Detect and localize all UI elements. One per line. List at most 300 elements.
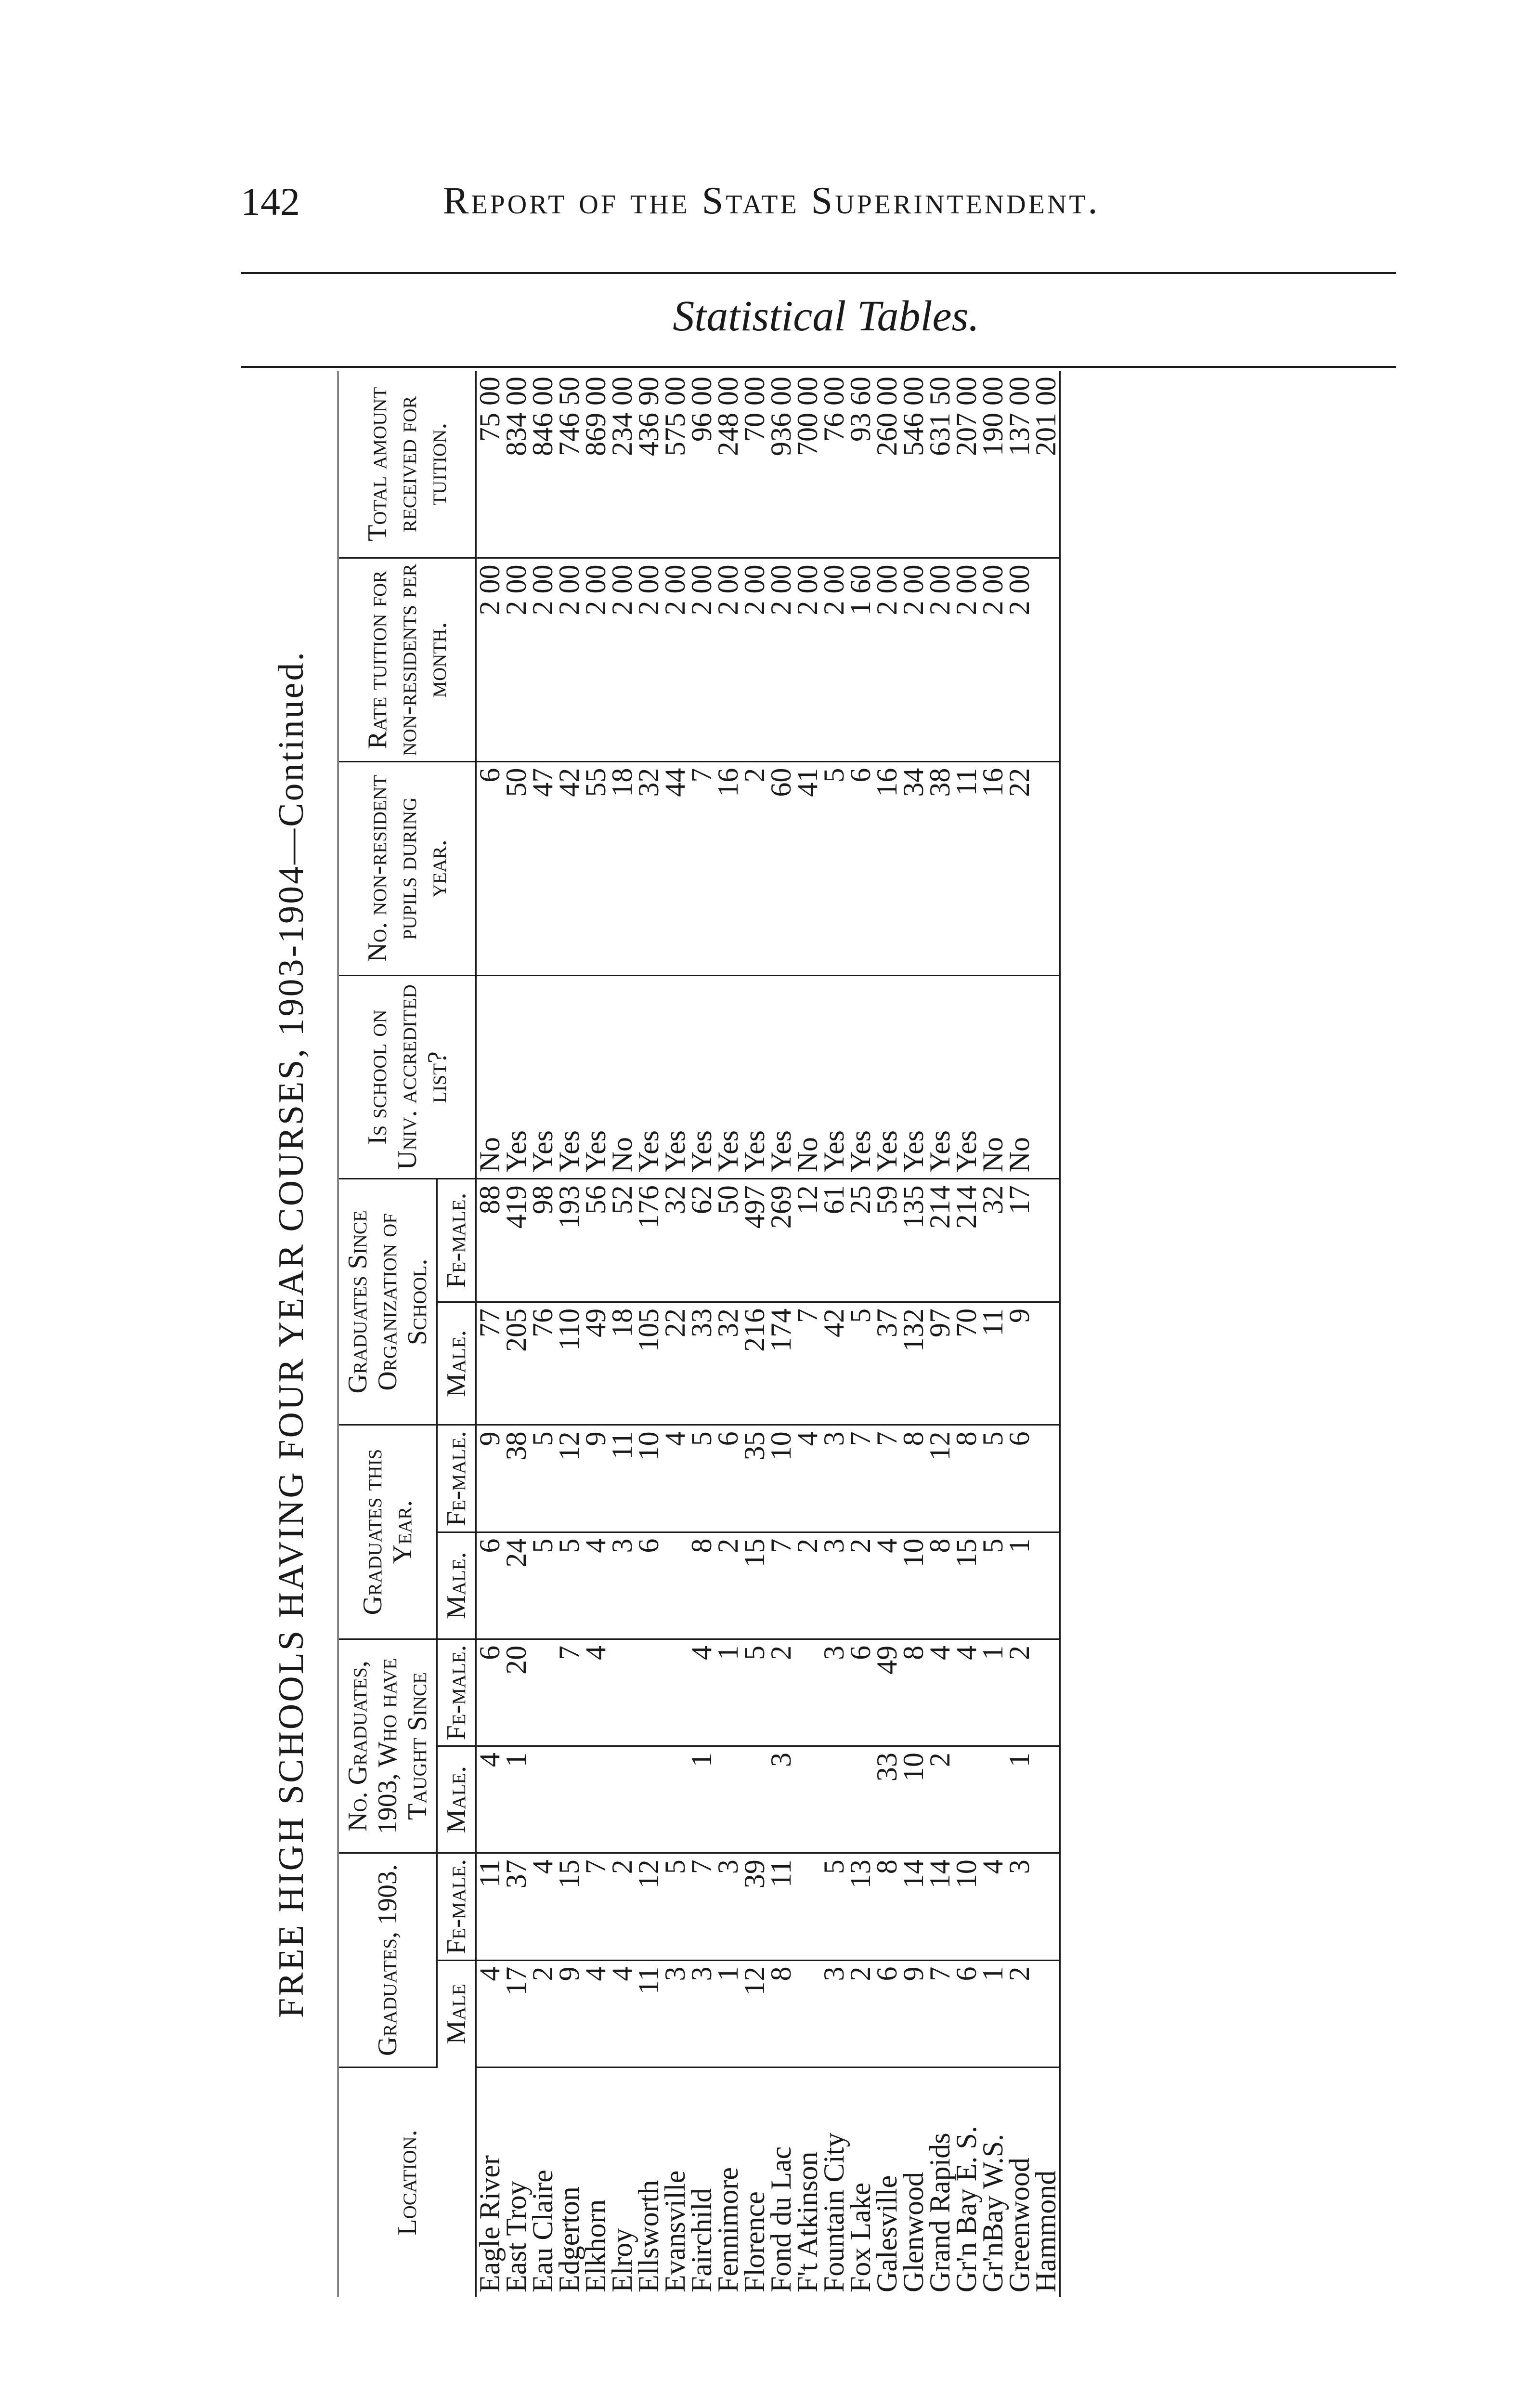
table-row xyxy=(715,371,741,2297)
this-year-male-cell: 6 xyxy=(636,1532,662,1639)
this-year-female-cell: 9 xyxy=(583,1425,609,1532)
nonresident-cell: 16 xyxy=(715,761,741,975)
taught-male-cell xyxy=(821,1746,847,1853)
header-taught-since: No. Graduates, 1903, Who have Taught Since xyxy=(338,1639,437,1853)
since-org-male-cell: 76 xyxy=(530,1302,556,1425)
header-rate: Rate tuition for non-residents per month. xyxy=(338,558,476,761)
rate-cell: 2 00 xyxy=(927,558,953,761)
taught-male-cell xyxy=(1033,1746,1060,1853)
since-org-female-cell: 214 xyxy=(953,1179,980,1302)
nonresident-cell: 6 xyxy=(476,761,504,975)
taught-male-cell xyxy=(953,1746,980,1853)
total-cell: 234 00 xyxy=(609,371,636,558)
rate-cell: 2 00 xyxy=(794,558,821,761)
graduates-1903-female-cell xyxy=(1033,1853,1060,1960)
taught-female-cell: 2 xyxy=(1006,1639,1033,1746)
graduates-1903-male-cell: 8 xyxy=(768,1960,794,2067)
location-cell: Greenwood xyxy=(1003,2158,1035,2292)
since-org-male-cell: 174 xyxy=(768,1302,794,1425)
nonresident-cell: 32 xyxy=(636,761,662,975)
taught-male-cell xyxy=(583,1746,609,1853)
this-year-male-cell xyxy=(1033,1532,1060,1639)
this-year-male-cell: 2 xyxy=(715,1532,741,1639)
this-year-female-cell: 5 xyxy=(980,1425,1006,1532)
total-cell: 546 00 xyxy=(900,371,927,558)
table-row xyxy=(636,371,662,2297)
accredited-cell: No xyxy=(794,976,821,1179)
taught-female-cell: 49 xyxy=(874,1639,900,1746)
location-cell: Elkhorn xyxy=(580,2199,611,2292)
taught-male-cell: 33 xyxy=(874,1746,900,1853)
table-row xyxy=(874,371,900,2297)
graduates-1903-female-cell: 5 xyxy=(662,1853,689,1960)
graduates-1903-female-cell: 14 xyxy=(927,1853,953,1960)
total-cell: 260 00 xyxy=(874,371,900,558)
since-org-female-cell: 135 xyxy=(900,1179,927,1302)
since-org-male-cell: 7 xyxy=(794,1302,821,1425)
accredited-cell: Yes xyxy=(503,976,530,1179)
accredited-cell: Yes xyxy=(662,976,689,1179)
location-cell: Evansville xyxy=(659,2170,691,2292)
graduates-1903-male-cell: 1 xyxy=(980,1960,1006,2067)
taught-female-cell: 4 xyxy=(689,1639,715,1746)
this-year-female-cell: 4 xyxy=(794,1425,821,1532)
taught-male-cell xyxy=(794,1746,821,1853)
accredited-cell: Yes xyxy=(636,976,662,1179)
graduates-1903-male-cell: 6 xyxy=(953,1960,980,2067)
accredited-cell: No xyxy=(980,976,1006,1179)
nonresident-cell: 38 xyxy=(927,761,953,975)
table-row xyxy=(953,371,980,2297)
rate-cell: 1 60 xyxy=(847,558,874,761)
statistics-table xyxy=(337,371,1061,2297)
location-cell: Florence xyxy=(739,2191,770,2292)
rate-cell: 2 00 xyxy=(636,558,662,761)
page-header xyxy=(241,179,1396,242)
graduates-1903-male-cell: 1 xyxy=(715,1960,741,2067)
header-rule xyxy=(241,272,1396,274)
nonresident-cell: 16 xyxy=(874,761,900,975)
location-cell: Fountain City xyxy=(818,2133,850,2292)
table-row xyxy=(980,371,1006,2297)
graduates-1903-female-cell: 7 xyxy=(689,1853,715,1960)
nonresident-cell: 44 xyxy=(662,761,689,975)
this-year-male-cell: 8 xyxy=(927,1532,953,1639)
taught-female-cell: 20 xyxy=(503,1639,530,1746)
total-cell: 436 90 xyxy=(636,371,662,558)
accredited-cell: No xyxy=(1006,976,1033,1179)
since-org-female-cell: 59 xyxy=(874,1179,900,1302)
rotated-table xyxy=(250,371,1440,2297)
location-cell: Fennimore xyxy=(712,2167,744,2292)
since-org-male-cell: 5 xyxy=(847,1302,874,1425)
accredited-cell: Yes xyxy=(583,976,609,1179)
nonresident-cell: 5 xyxy=(821,761,847,975)
nonresident-cell: 7 xyxy=(689,761,715,975)
total-cell: 76 00 xyxy=(821,371,847,558)
table-row xyxy=(1006,371,1033,2297)
taught-female-cell: 1 xyxy=(980,1639,1006,1746)
table-row xyxy=(1033,371,1060,2297)
this-year-male-cell: 5 xyxy=(530,1532,556,1639)
total-cell: 834 00 xyxy=(503,371,530,558)
location-cell: Fox Lake xyxy=(844,2182,876,2292)
header-female: Fe-male. xyxy=(437,1853,476,1960)
rate-cell: 2 00 xyxy=(768,558,794,761)
graduates-1903-male-cell: 3 xyxy=(689,1960,715,2067)
taught-male-cell xyxy=(556,1746,583,1853)
taught-female-cell xyxy=(609,1639,636,1746)
since-org-male-cell: 42 xyxy=(821,1302,847,1425)
nonresident-cell: 11 xyxy=(953,761,980,975)
this-year-female-cell: 7 xyxy=(847,1425,874,1532)
header-male: Male xyxy=(437,1960,476,2067)
this-year-female-cell: 5 xyxy=(689,1425,715,1532)
rate-cell: 2 00 xyxy=(503,558,530,761)
table-row xyxy=(503,371,530,2297)
graduates-1903-male-cell xyxy=(1033,1960,1060,2067)
nonresident-cell: 2 xyxy=(741,761,768,975)
taught-male-cell: 2 xyxy=(927,1746,953,1853)
graduates-1903-male-cell: 3 xyxy=(662,1960,689,2067)
this-year-female-cell: 6 xyxy=(715,1425,741,1532)
accredited-cell: Yes xyxy=(953,976,980,1179)
since-org-male-cell: 33 xyxy=(689,1302,715,1425)
this-year-female-cell: 7 xyxy=(874,1425,900,1532)
graduates-1903-female-cell: 13 xyxy=(847,1853,874,1960)
this-year-female-cell: 12 xyxy=(556,1425,583,1532)
total-cell: 190 00 xyxy=(980,371,1006,558)
since-org-male-cell: 32 xyxy=(715,1302,741,1425)
taught-male-cell: 1 xyxy=(689,1746,715,1853)
this-year-male-cell xyxy=(662,1532,689,1639)
total-cell: 137 00 xyxy=(1006,371,1033,558)
this-year-female-cell: 8 xyxy=(953,1425,980,1532)
subtitle-rule xyxy=(241,366,1396,368)
accredited-cell: Yes xyxy=(556,976,583,1179)
this-year-female-cell: 8 xyxy=(900,1425,927,1532)
this-year-male-cell: 15 xyxy=(953,1532,980,1639)
this-year-male-cell: 6 xyxy=(476,1532,504,1639)
table-title: FREE HIGH SCHOOLS HAVING FOUR YEAR COURSES, 1903-1904—Continued. xyxy=(272,650,311,2018)
since-org-male-cell: 205 xyxy=(503,1302,530,1425)
this-year-female-cell xyxy=(1033,1425,1060,1532)
location-cell: Hammond xyxy=(1033,2067,1060,2297)
header-male: Male. xyxy=(437,1302,476,1425)
taught-male-cell: 4 xyxy=(476,1746,504,1853)
rate-cell: 2 00 xyxy=(980,558,1006,761)
graduates-1903-male-cell: 11 xyxy=(636,1960,662,2067)
since-org-female-cell: 193 xyxy=(556,1179,583,1302)
rate-cell: 2 00 xyxy=(953,558,980,761)
taught-male-cell: 10 xyxy=(900,1746,927,1853)
graduates-1903-female-cell: 3 xyxy=(715,1853,741,1960)
total-cell: 869 00 xyxy=(583,371,609,558)
graduates-1903-female-cell: 37 xyxy=(503,1853,530,1960)
since-org-female-cell: 50 xyxy=(715,1179,741,1302)
taught-male-cell xyxy=(530,1746,556,1853)
since-org-female-cell: 497 xyxy=(741,1179,768,1302)
total-cell: 846 00 xyxy=(530,371,556,558)
table-row xyxy=(476,371,504,2297)
graduates-1903-female-cell: 14 xyxy=(900,1853,927,1960)
since-org-female-cell: 214 xyxy=(927,1179,953,1302)
graduates-1903-male-cell: 6 xyxy=(874,1960,900,2067)
total-cell: 201 00 xyxy=(1033,371,1060,558)
since-org-male-cell: 77 xyxy=(476,1302,504,1425)
rate-cell: 2 00 xyxy=(476,558,504,761)
this-year-female-cell: 3 xyxy=(821,1425,847,1532)
graduates-1903-male-cell: 9 xyxy=(900,1960,927,2067)
location-cell: Gr'n Bay E. S. xyxy=(950,2126,982,2292)
taught-male-cell xyxy=(741,1746,768,1853)
table-row xyxy=(821,371,847,2297)
taught-female-cell: 6 xyxy=(847,1639,874,1746)
taught-female-cell: 2 xyxy=(768,1639,794,1746)
graduates-1903-male-cell: 2 xyxy=(847,1960,874,2067)
nonresident-cell: 6 xyxy=(847,761,874,975)
this-year-male-cell: 7 xyxy=(768,1532,794,1639)
rate-cell: 2 00 xyxy=(530,558,556,761)
header-accredited: Is school on Univ. accredited list? xyxy=(338,976,476,1179)
graduates-1903-male-cell: 9 xyxy=(556,1960,583,2067)
location-cell: East Troy xyxy=(500,2181,532,2292)
this-year-male-cell: 15 xyxy=(741,1532,768,1639)
graduates-1903-female-cell: 15 xyxy=(556,1853,583,1960)
graduates-1903-female-cell: 10 xyxy=(953,1853,980,1960)
since-org-female-cell: 88 xyxy=(476,1179,504,1302)
header-female: Fe-male. xyxy=(437,1639,476,1746)
running-title: Report of the State Superintendent. xyxy=(443,180,1100,222)
table-row xyxy=(530,371,556,2297)
since-org-male-cell: 22 xyxy=(662,1302,689,1425)
table-region xyxy=(250,371,1440,2297)
taught-male-cell xyxy=(715,1746,741,1853)
graduates-1903-female-cell: 11 xyxy=(476,1853,504,1960)
table-row xyxy=(556,371,583,2297)
since-org-male-cell: 49 xyxy=(583,1302,609,1425)
total-cell: 575 00 xyxy=(662,371,689,558)
location-cell: Ellsworth xyxy=(633,2180,664,2292)
table-row xyxy=(583,371,609,2297)
nonresident-cell: 42 xyxy=(556,761,583,975)
total-cell: 700 00 xyxy=(794,371,821,558)
accredited-cell: Yes xyxy=(821,976,847,1179)
nonresident-cell: 22 xyxy=(1006,761,1033,975)
location-cell: Elroy xyxy=(606,2228,638,2292)
this-year-male-cell: 4 xyxy=(874,1532,900,1639)
graduates-1903-male-cell: 4 xyxy=(476,1960,504,2067)
this-year-male-cell: 4 xyxy=(583,1532,609,1639)
table-row xyxy=(847,371,874,2297)
since-org-female-cell: 25 xyxy=(847,1179,874,1302)
taught-male-cell xyxy=(636,1746,662,1853)
this-year-male-cell: 10 xyxy=(900,1532,927,1639)
graduates-1903-female-cell: 4 xyxy=(980,1853,1006,1960)
since-org-male-cell: 11 xyxy=(980,1302,1006,1425)
taught-female-cell: 6 xyxy=(476,1639,504,1746)
this-year-male-cell: 5 xyxy=(556,1532,583,1639)
location-cell: Gr'nBay W.S. xyxy=(977,2133,1009,2292)
graduates-1903-male-cell: 2 xyxy=(530,1960,556,2067)
accredited-cell: No xyxy=(476,976,504,1179)
this-year-female-cell: 11 xyxy=(609,1425,636,1532)
since-org-female-cell: 62 xyxy=(689,1179,715,1302)
since-org-female-cell: 32 xyxy=(980,1179,1006,1302)
accredited-cell: Yes xyxy=(874,976,900,1179)
this-year-male-cell: 5 xyxy=(980,1532,1006,1639)
accredited-cell xyxy=(1033,976,1060,1179)
graduates-1903-female-cell: 4 xyxy=(530,1853,556,1960)
since-org-female-cell: 52 xyxy=(609,1179,636,1302)
graduates-1903-male-cell: 4 xyxy=(609,1960,636,2067)
location-cell: Glenwood xyxy=(897,2172,929,2292)
taught-female-cell: 5 xyxy=(741,1639,768,1746)
accredited-cell: Yes xyxy=(530,976,556,1179)
header-female: Fe-male. xyxy=(437,1179,476,1302)
this-year-female-cell: 12 xyxy=(927,1425,953,1532)
section-subtitle: Statistical Tables. xyxy=(673,292,979,340)
nonresident-cell: 18 xyxy=(609,761,636,975)
this-year-female-cell: 38 xyxy=(503,1425,530,1532)
taught-male-cell: 1 xyxy=(503,1746,530,1853)
since-org-female-cell: 98 xyxy=(530,1179,556,1302)
table-row xyxy=(741,371,768,2297)
total-cell: 75 00 xyxy=(476,371,504,558)
taught-male-cell xyxy=(847,1746,874,1853)
nonresident-cell: 60 xyxy=(768,761,794,975)
nonresident-cell: 41 xyxy=(794,761,821,975)
taught-female-cell: 4 xyxy=(927,1639,953,1746)
accredited-cell: Yes xyxy=(689,976,715,1179)
this-year-female-cell: 35 xyxy=(741,1425,768,1532)
nonresident-cell: 55 xyxy=(583,761,609,975)
graduates-1903-male-cell: 3 xyxy=(821,1960,847,2067)
since-org-male-cell: 97 xyxy=(927,1302,953,1425)
since-org-male-cell xyxy=(1033,1302,1060,1425)
nonresident-cell xyxy=(1033,761,1060,975)
this-year-female-cell: 10 xyxy=(636,1425,662,1532)
this-year-female-cell: 6 xyxy=(1006,1425,1033,1532)
graduates-1903-female-cell: 12 xyxy=(636,1853,662,1960)
table-row xyxy=(662,371,689,2297)
total-cell: 936 00 xyxy=(768,371,794,558)
accredited-cell: No xyxy=(609,976,636,1179)
taught-female-cell: 7 xyxy=(556,1639,583,1746)
total-cell: 70 00 xyxy=(741,371,768,558)
accredited-cell: Yes xyxy=(741,976,768,1179)
taught-male-cell: 3 xyxy=(768,1746,794,1853)
graduates-1903-male-cell: 2 xyxy=(1006,1960,1033,2067)
since-org-male-cell: 216 xyxy=(741,1302,768,1425)
graduates-1903-female-cell: 11 xyxy=(768,1853,794,1960)
this-year-male-cell: 3 xyxy=(821,1532,847,1639)
header-nonresident: No. non-resident pupils during year. xyxy=(338,761,476,975)
nonresident-cell: 16 xyxy=(980,761,1006,975)
graduates-1903-male-cell xyxy=(794,1960,821,2067)
this-year-female-cell: 9 xyxy=(476,1425,504,1532)
rate-cell: 2 00 xyxy=(689,558,715,761)
total-cell: 93 60 xyxy=(847,371,874,558)
taught-male-cell xyxy=(662,1746,689,1853)
accredited-cell: Yes xyxy=(900,976,927,1179)
this-year-male-cell: 1 xyxy=(1006,1532,1033,1639)
since-org-male-cell: 70 xyxy=(953,1302,980,1425)
header-graduates-since-organization: Graduates Since Organization of School. xyxy=(338,1179,437,1425)
nonresident-cell: 47 xyxy=(530,761,556,975)
rate-cell: 2 00 xyxy=(900,558,927,761)
taught-male-cell: 1 xyxy=(1006,1746,1033,1853)
graduates-1903-female-cell: 7 xyxy=(583,1853,609,1960)
graduates-1903-female-cell: 39 xyxy=(741,1853,768,1960)
location-cell: F't Atkinson xyxy=(792,2151,823,2292)
taught-female-cell: 4 xyxy=(953,1639,980,1746)
graduates-1903-male-cell: 12 xyxy=(741,1960,768,2067)
header-graduates-this-year: Graduates this Year. xyxy=(338,1425,437,1639)
this-year-male-cell: 24 xyxy=(503,1532,530,1639)
since-org-female-cell: 61 xyxy=(821,1179,847,1302)
since-org-male-cell: 9 xyxy=(1006,1302,1033,1425)
rate-cell: 2 00 xyxy=(821,558,847,761)
since-org-female-cell: 32 xyxy=(662,1179,689,1302)
taught-male-cell xyxy=(609,1746,636,1853)
rate-cell: 2 00 xyxy=(662,558,689,761)
taught-female-cell xyxy=(794,1639,821,1746)
accredited-cell: Yes xyxy=(927,976,953,1179)
header-male: Male. xyxy=(437,1746,476,1853)
taught-female-cell xyxy=(636,1639,662,1746)
rate-cell: 2 00 xyxy=(583,558,609,761)
accredited-cell: Yes xyxy=(715,976,741,1179)
taught-female-cell xyxy=(662,1639,689,1746)
graduates-1903-male-cell: 7 xyxy=(927,1960,953,2067)
taught-female-cell: 3 xyxy=(821,1639,847,1746)
rate-cell: 2 00 xyxy=(874,558,900,761)
this-year-female-cell: 10 xyxy=(768,1425,794,1532)
header-graduates-1903: Graduates, 1903. xyxy=(338,1853,437,2067)
this-year-male-cell: 3 xyxy=(609,1532,636,1639)
taught-female-cell: 1 xyxy=(715,1639,741,1746)
this-year-male-cell: 8 xyxy=(689,1532,715,1639)
rate-cell: 2 00 xyxy=(609,558,636,761)
rate-cell xyxy=(1033,558,1060,761)
since-org-female-cell: 419 xyxy=(503,1179,530,1302)
total-cell: 207 00 xyxy=(953,371,980,558)
taught-male-cell xyxy=(980,1746,1006,1853)
header-male: Male. xyxy=(437,1532,476,1639)
since-org-male-cell: 105 xyxy=(636,1302,662,1425)
header-female: Fe-male. xyxy=(437,1425,476,1532)
table-row xyxy=(768,371,794,2297)
location-cell: Edgerton xyxy=(553,2186,585,2292)
since-org-male-cell: 132 xyxy=(900,1302,927,1425)
since-org-female-cell xyxy=(1033,1179,1060,1302)
total-cell: 248 00 xyxy=(715,371,741,558)
header-total: Total amount received for tuition. xyxy=(338,371,476,558)
total-cell: 631 50 xyxy=(927,371,953,558)
since-org-male-cell: 110 xyxy=(556,1302,583,1425)
graduates-1903-female-cell xyxy=(794,1853,821,1960)
table-row xyxy=(794,371,821,2297)
since-org-female-cell: 17 xyxy=(1006,1179,1033,1302)
nonresident-cell: 50 xyxy=(503,761,530,975)
header-location: Location. xyxy=(338,2067,476,2297)
since-org-male-cell: 18 xyxy=(609,1302,636,1425)
graduates-1903-female-cell: 3 xyxy=(1006,1853,1033,1960)
taught-female-cell xyxy=(530,1639,556,1746)
location-cell: Fairchild xyxy=(686,2188,717,2292)
graduates-1903-female-cell: 8 xyxy=(874,1853,900,1960)
